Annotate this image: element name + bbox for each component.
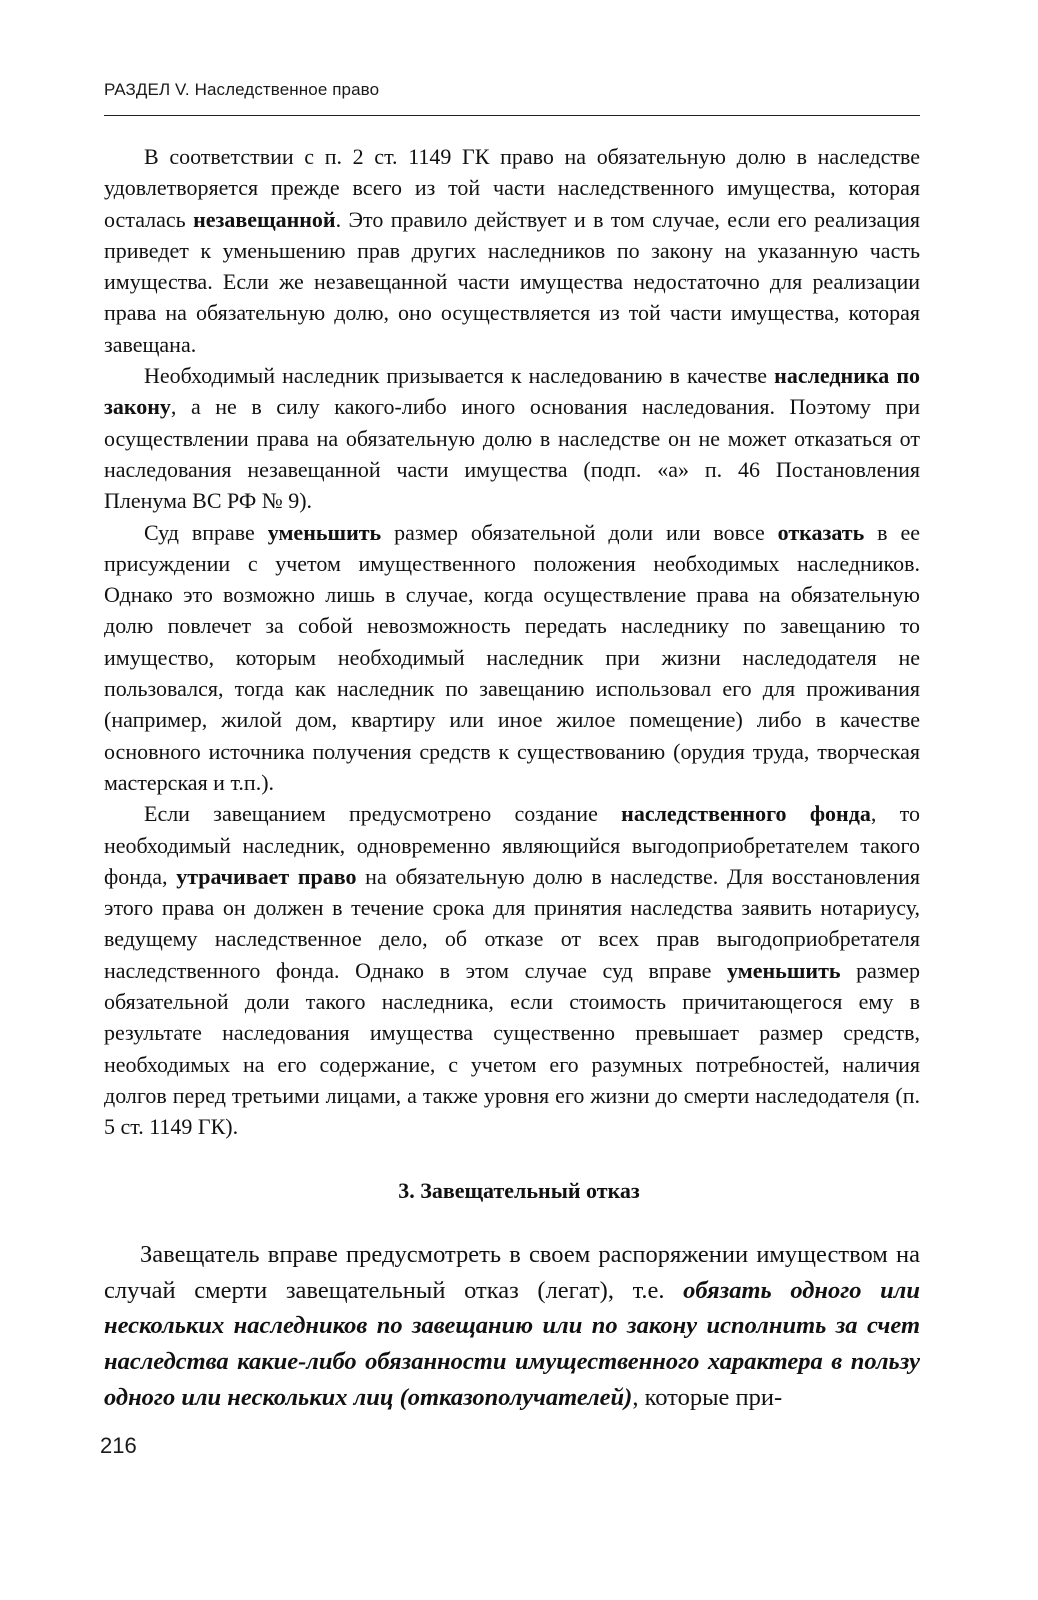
paragraph-3-text-c: размер обязательной доли или вовсе <box>381 519 778 545</box>
paragraph-2-text-a: Необходимый наследник призывается к наследованию в качестве <box>144 363 775 389</box>
page-number: 216 <box>100 1433 137 1458</box>
paragraph-1-text-a: В соответствии с п. 2 ст. 1149 ГК право на обязательную долю в наследстве удовлетворяется прежде всего из той части наследственного имущества, которая осталась <box>104 144 920 232</box>
paragraph-4-text-g: размер обязательной доли такого наследника, если стоимость причитающегося ему в результате наследования имущества существенно превышает размер средств, необходимых на его содержание, с учетом его разумных потребностей, наличия долгов перед третьими лицами, а также уровня его жизни до смерти наследодателя (п. 5 ст. 1149 ГК). <box>104 957 920 1140</box>
paragraph-2 <box>104 360 920 516</box>
paragraph-3-text-a: Суд вправе <box>144 519 268 545</box>
paragraph-4-bold-term-2: утрачивает право <box>176 863 357 889</box>
paragraph-4-text-a: Если завещанием предусмотрено создание <box>144 801 622 827</box>
section-paragraph <box>104 1237 920 1416</box>
header-rule <box>104 115 920 116</box>
paragraph-2-bold-term: наследника по закону <box>104 363 920 420</box>
paragraph-1-text-c: . Это правило действует и в том случае, если его реализация приведет к уменьшению прав других наследников по закону на указанную часть имущества. Если же незавещанной части имущества недостаточно для реализации права на обязательную долю, оно осуществляется из той части имущества, которая завещана. <box>104 206 920 357</box>
section-heading: 3. Завещательный отказ <box>398 1178 640 1203</box>
section-bold-italic-definition: обязать одного или нескольких наследников по завещанию или по закону исполнить за счет наследства какие-либо обязанности имущественного характера в пользу одного или нескольких лиц (отказополучателей) <box>104 1276 920 1411</box>
paragraph-2-text-c: , а не в силу какого-либо иного основания наследования. Поэтому при осуществлении права на обязательную долю в наследстве он не может отказаться от наследования незавещанной части имущества (подп. «а» п. 46 Постановления Пленума ВС РФ № 9). <box>104 394 920 514</box>
paragraph-4-text-c: , то необходимый наследник, одновременно являющийся выгодоприобретателем такого фонда, <box>104 801 920 889</box>
paragraph-4-bold-term-3: уменьшить <box>727 957 841 983</box>
section-text-a: Завещатель вправе предусмотреть в своем распоряжении имуществом на случай смерти завещательный отказ (легат), т.е. <box>104 1241 920 1304</box>
paragraph-3-bold-term-2: отказать <box>777 519 865 545</box>
running-title: РАЗДЕЛ V. Наследственное право <box>104 80 380 99</box>
paragraph-3-text-e: в ее присуждении с учетом имущественного положения необходимых наследников. Однако это возможно лишь в случае, когда осуществление права на обязательную долю повлечет за собой невозможность передать наследнику по завещанию то имущество, которым необходимый наследник при жизни наследодателя не пользовался, тогда как наследник по завещанию использовал его для проживания (например, жилой дом, квартиру или иное жилое помещение) либо в качестве основного источника получения средств к существованию (орудия труда, творческая мастерская и т.п.). <box>104 519 920 795</box>
paragraph-1 <box>104 141 920 360</box>
main-text <box>104 141 920 1143</box>
paragraph-4-text-e: на обязательную долю в наследстве. Для восстановления этого права он должен в течение срока для принятия наследства заявить нотариусу, ведущему наследственное дело, об отказе от всех прав выгодоприобретателя наследственного фонда. Однако в этом случае суд вправе <box>104 863 920 983</box>
paragraph-1-bold-term: незавещанной <box>193 206 336 232</box>
section-text-c: , которые при- <box>632 1383 783 1411</box>
paragraph-3 <box>104 517 920 799</box>
paragraph-4 <box>104 798 920 1142</box>
section-text <box>104 1237 920 1416</box>
paragraph-3-bold-term-1: уменьшить <box>267 519 382 545</box>
paragraph-4-bold-term-1: наследственного фонда <box>621 801 871 827</box>
